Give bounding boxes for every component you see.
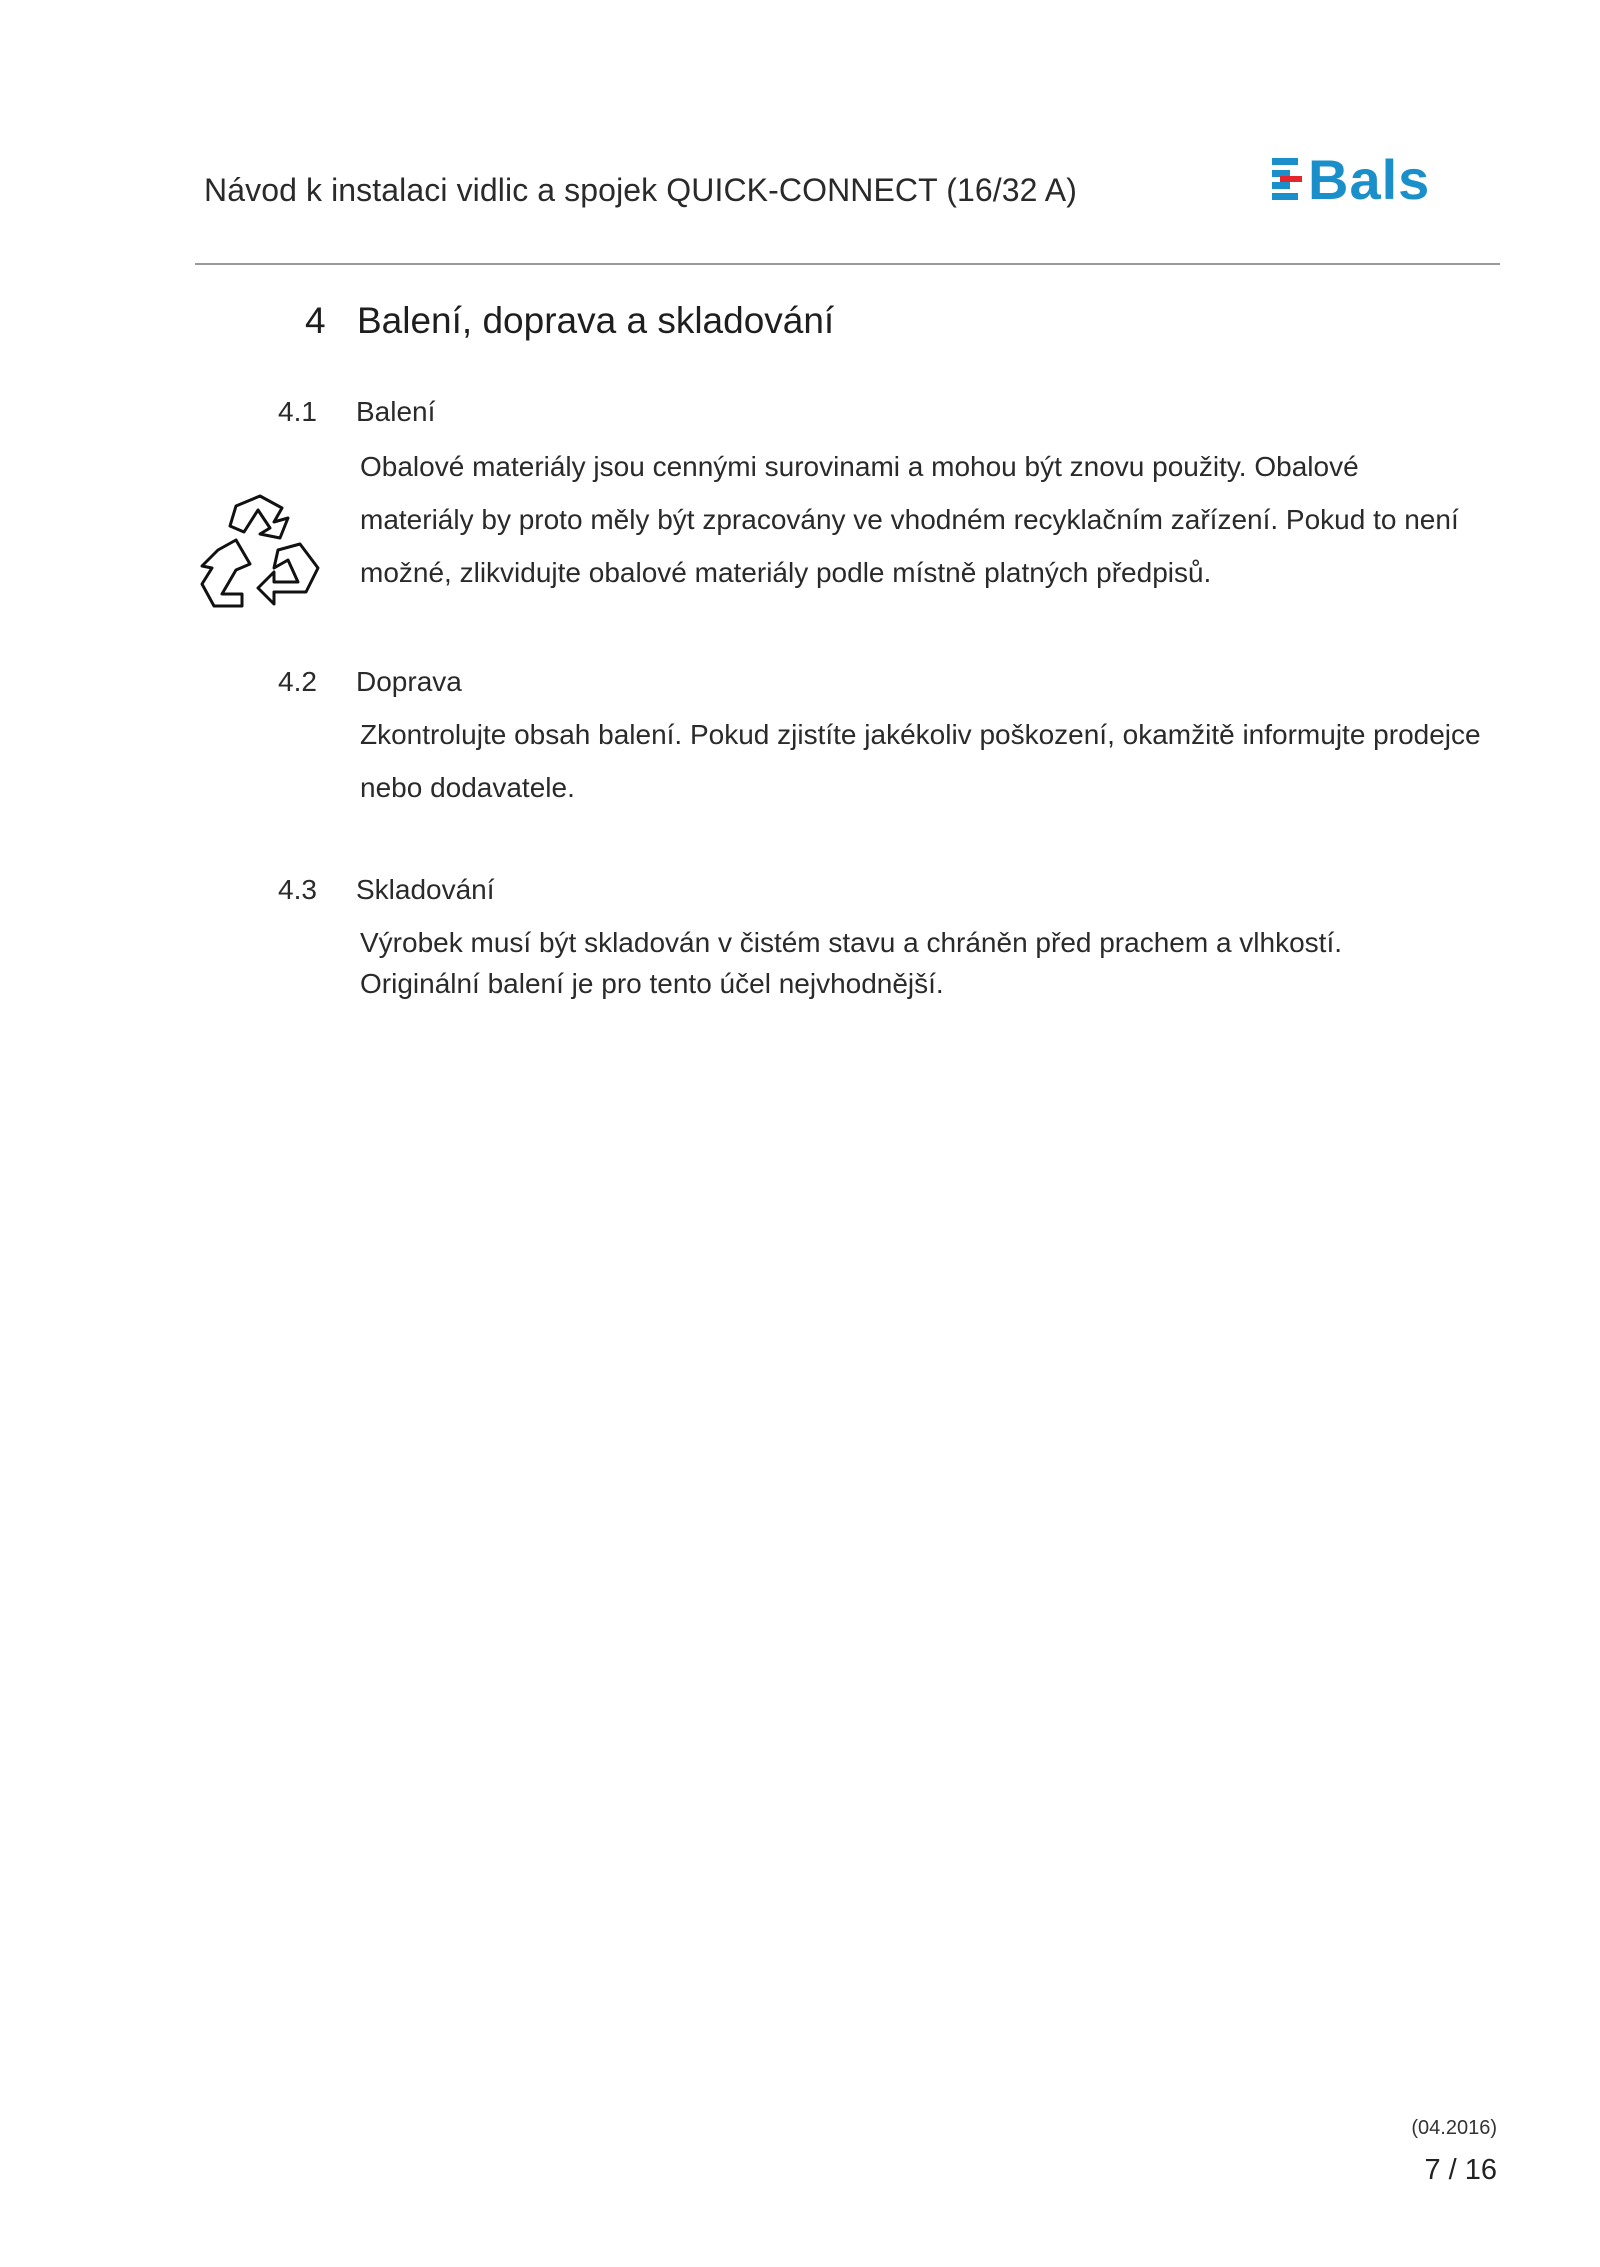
section-heading-baleni [278, 396, 435, 428]
footer-date: (04.2016) [1411, 2117, 1497, 2139]
section-number: 4.3 [278, 874, 317, 905]
bals-logo [1272, 155, 1497, 203]
section-heading-doprava [278, 666, 462, 698]
section-text-doprava: Zkontrolujte obsah balení. Pokud zjistíte jakékoliv poškození, okamžitě informujte prodejce nebo dodavatele. [360, 719, 1481, 803]
chapter-number: 4 [305, 300, 326, 341]
section-heading-skladovani [278, 874, 495, 906]
chapter-heading [305, 300, 834, 342]
document-title: Návod k instalaci vidlic a spojek QUICK-CONNECT (16/32 A) [204, 172, 1077, 208]
section-text-baleni: Obalové materiály jsou cennými surovinami a mohou být znovu použity. Obalové materiály by proto měly být zpracovány ve vhodném recyklačním zařízení. Pokud to není možné, zlikvidujte obalové materiály podle místně platných předpisů. [360, 451, 1459, 588]
page-number: 7 / 16 [1424, 2154, 1497, 2186]
section-text-skladovani: Výrobek musí být skladován v čistém stavu a chráněn před prachem a vlhkostí. Originální balení je pro tento účel nejvhodnější. [360, 927, 1343, 999]
header-divider [195, 263, 1500, 265]
logo-text: Bals [1308, 155, 1431, 203]
section-number: 4.2 [278, 666, 317, 697]
section-title: Balení [356, 396, 436, 427]
chapter-title: Balení, doprava a skladování [357, 300, 835, 341]
section-title: Skladování [356, 874, 495, 905]
recycle-icon [196, 488, 324, 616]
section-title: Doprava [356, 666, 462, 697]
section-number: 4.1 [278, 396, 317, 427]
